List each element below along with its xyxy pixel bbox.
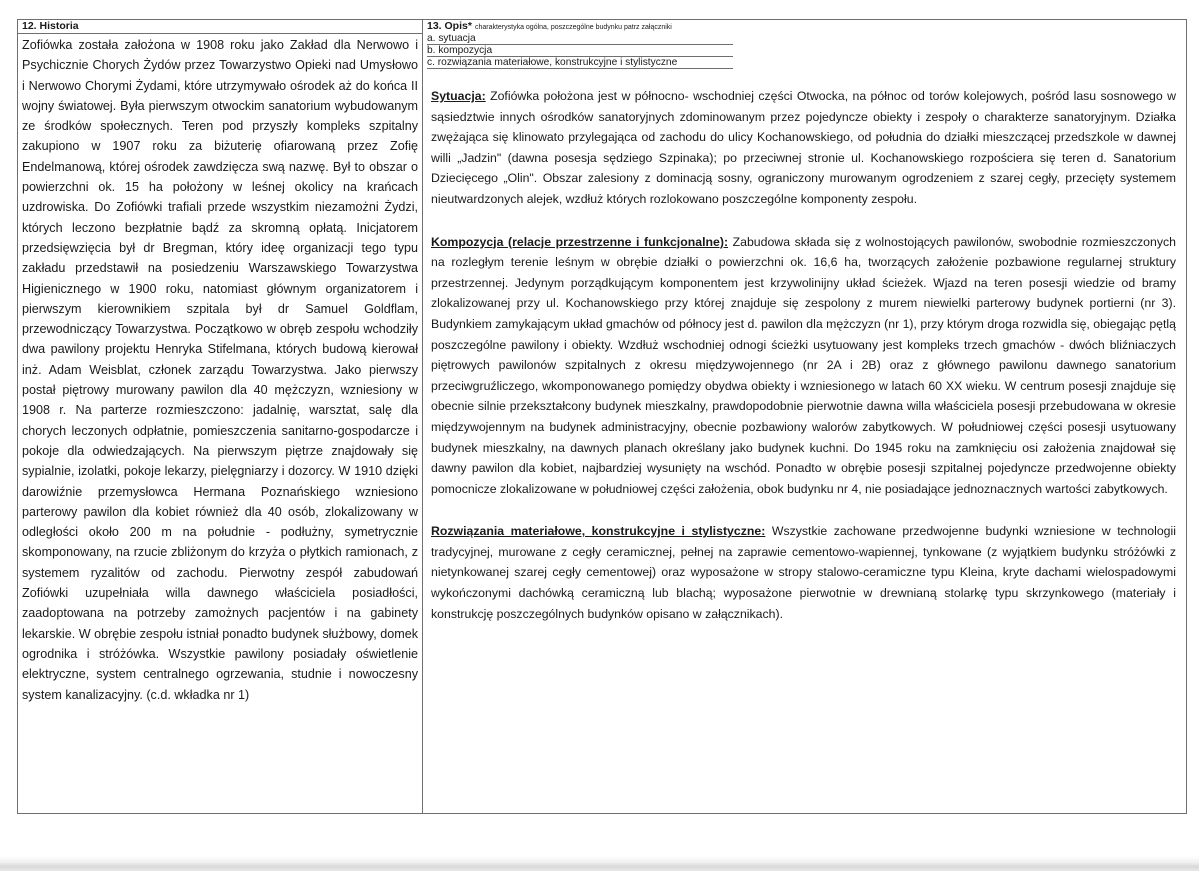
kompozycja-title: Kompozycja (relacje przestrzenne i funkcjonalne): <box>431 234 729 249</box>
opis-list-item: c. rozwiązania materiałowe, konstrukcyjne i stylistyczne <box>427 57 733 69</box>
opis-header <box>423 20 1186 33</box>
form-sheet <box>17 19 1187 814</box>
opis-list-item: a. sytuacja <box>427 33 733 45</box>
scan-edge <box>0 856 1199 871</box>
kompozycja-section <box>427 232 1186 500</box>
opis-list <box>423 33 1186 69</box>
rozwiazania-title: Rozwiązania materiałowe, konstrukcyjne i stylistyczne: <box>431 524 766 539</box>
kompozycja-text: Zabudowa składa się z wolnostojących pawilonów, swobodnie rozmieszczonych na rozległym terenie leśnym w obrębie działki o powierzchni ok. 16,6 ha, tworzących założenie pozbawione regularnej struktury przestrzennej. Jedynym porządkującym komponentem jest krzywolinijny układ ścieżek. Wjazd na teren posesji wiedzie od bramy zlokalizowanej przy ul. Kochanowskiego przy której znajduje się zespolony z murem niewielki parterowy budynek portierni (nr 3). Budynkiem zamykającym układ gmachów od północy jest d. pawilon dla mężczyzn (nr 1), przy którym droga rozwidla się, obiegając pętlą poszczególne pawilony i obiekty. Wzdłuż wschodniej odnogi ścieżki usytuowany jest kompleks trzech gmachów - dwóch bliźniaczych piętrowych pawilonów szpitalnych z okresu międzywojennego (nr 2A i 2B) oraz z głównego pawilonu dawnego sanatorium przeciwgruźliczego, wkomponowanego pomiędzy obydwa obiekty i wzniesionego w latach 60 XX wieku. W centrum posesji znajduje się obecnie silnie przekształcony budynek mieszkalny, prawdopodobnie pierwotnie dawna willa właściciela posesji przebudowana w okresie międzywojennym na budynek administracyjny, obecnie pozbawiony walorów zabytkowych. W południowej części posesji usytuowany budynek mieszkalny, na dawnych planach określany jako budynek kuchni. Do 1945 roku na zamknięciu osi założenia znajdował się dawny pawilon dla kobiet, najbardziej wysunięty na wschód. Ponadto w obrębie posesji szpitalnej pojedyncze przedwojenne obiekty pomocnicze zlokalizowane w południowej części założenia, obok budynku nr 4, nie posiadające jednoznacznych wartości zabytkowych. <box>431 234 1176 496</box>
opis-column <box>423 20 1186 813</box>
rozwiazania-text: Wszystkie zachowane przedwojenne budynki wzniesione w technologii tradycyjnej, murowane z cegły ceramicznej, pełnej na zaprawie cementowo-wapiennej, tynkowane (z wyjątkiem budynku stróżówki z nietynkowanej szarej cegły cementowej) oraz wyposażone w stropy stalowo-ceramiczne typu Kleina, kryte dachami wielospadowymi wykończonymi dachówką ceramiczną lub blachą; wyposażone pierwotnie w drewnianą stolarkę typu skrzynkowego (materiały i konstrukcję poszczególnych budynków opisano w załącznikach). <box>431 524 1176 621</box>
opis-header-note: charakterystyka ogólna, poszczególne budynku patrz załączniki <box>474 24 672 31</box>
sytuacja-section <box>427 86 1186 210</box>
historia-header: 12. Historia <box>18 20 422 34</box>
sytuacja-title: Sytuacja: <box>431 89 486 103</box>
historia-text: Zofiówka została założona w 1908 roku jako Zakład dla Nerwowo i Psychicznie Chorych Żydów przez Towarzystwo Opieki nad Umysłowo i Nerwowo Chorymi Żydami, które utrzymywało ośrodek aż do końca II wojny światowej. Była pierwszym otwockim sanatorium wybudowanym ze środków społecznych. Teren pod przyszły kompleks szpitalny zakupiono w 1907 roku za biżuterię ofiarowaną przez Zofię Endelmanową, której ośrodek zawdzięcza swą nazwę. Był to obszar o powierzchni ok. 15 ha położony w leśnej okolicy na krańcach uzdrowiska. Do Zofiówki trafiali przede wszystkim niezamożni Żydzi, których leczono bezpłatnie bądź za skromną opłatą. Inicjatorem przedsięwzięcia był dr Bregman, który ideę organizacji tego typu zakładu przedstawił na posiedzeniu Warszawskiego Towarzystwa Higienicznego w 1900 roku, natomiast głównym organizatorem i pierwszym kierownikiem szpitala był dr Samuel Goldflam, przewodniczący Towarzystwa. Początkowo w obręb zespołu wchodziły dwa pawilony projektu Henryka Stifelmana, których budową kierował inż. Adam Weisblat, członek zarządu Towarzystwa. Jako pierwszy postał piętrowy murowany pawilon dla 40 mężczyzn, wzniesiony w 1908 r. Na parterze rozmieszczono: jadalnię, warsztat, salę dla chorych leczonych odpłatnie, pomieszczenia sanitarno-gospodarcze i pokoje dla odwiedzających. Na pierwszym piętrze znajdowały się sypialnie, izolatki, pokoje lekarzy, pielęgniarzy i dozorcy. W 1910 dzięki darowiźnie przemysłowca Hermana Poznańskiego wzniesiono parterowy pawilon dla kobiet również dla 40 osób, zlokalizowany w odległości około 200 m na południe - podłużny, symetrycznie skomponowany, na rzucie zbliżonym do krzyża o płytkich ramionach, z systemem ryzalitów od zachodu. Pierwotny zespół zabudowań Zofiówki uzupełniała willa dawnego właściciela posiadłości, zaadoptowana na potrzeby zamożnych pacjentów i na gabinety lekarskie. W obrębie zespołu istniał ponadto budynek służbowy, domek ogrodnika i stróżówka. Wszystkie pawilony posiadały oświetlenie elektryczne, system centralnego ogrzewania, studnie i nowoczesny system kanalizacyjny. (c.d. wkładka nr 1) <box>22 38 418 702</box>
sytuacja-text: Zofiówka położona jest w północno- wschodniej części Otwocka, na północ od torów kolejowych, pośród lasu sosnowego w sąsiedztwie innych ośrodków sanatoryjnych zdominowanym przez pojedyncze obiekty i zespoły o charakterze sanatoryjnym. Działka zwężająca się klinowato przylegająca od zachodu do ulicy Kochanowskiego, od południa do działki mieszczącej przedszkole w dawnej willi „Jadzin" (dawna posesja sędziego Szpinaka); po przeciwnej stronie ul. Kochanowskiego rozpościera się teren d. Sanatorium Dziecięcego „Olin". Obszar zalesiony z dominacją sosny, ograniczony murowanym ogrodzeniem z szarej cegły, przecięty systemem nieutwardzonych alejek, wzdłuż których rozlokowano poszczególne komponenty zespołu. <box>431 89 1176 206</box>
opis-list-item: b. kompozycja <box>427 45 733 57</box>
opis-header-title: 13. Opis* <box>427 20 472 32</box>
historia-column <box>18 20 423 813</box>
rozwiazania-section <box>427 521 1186 624</box>
